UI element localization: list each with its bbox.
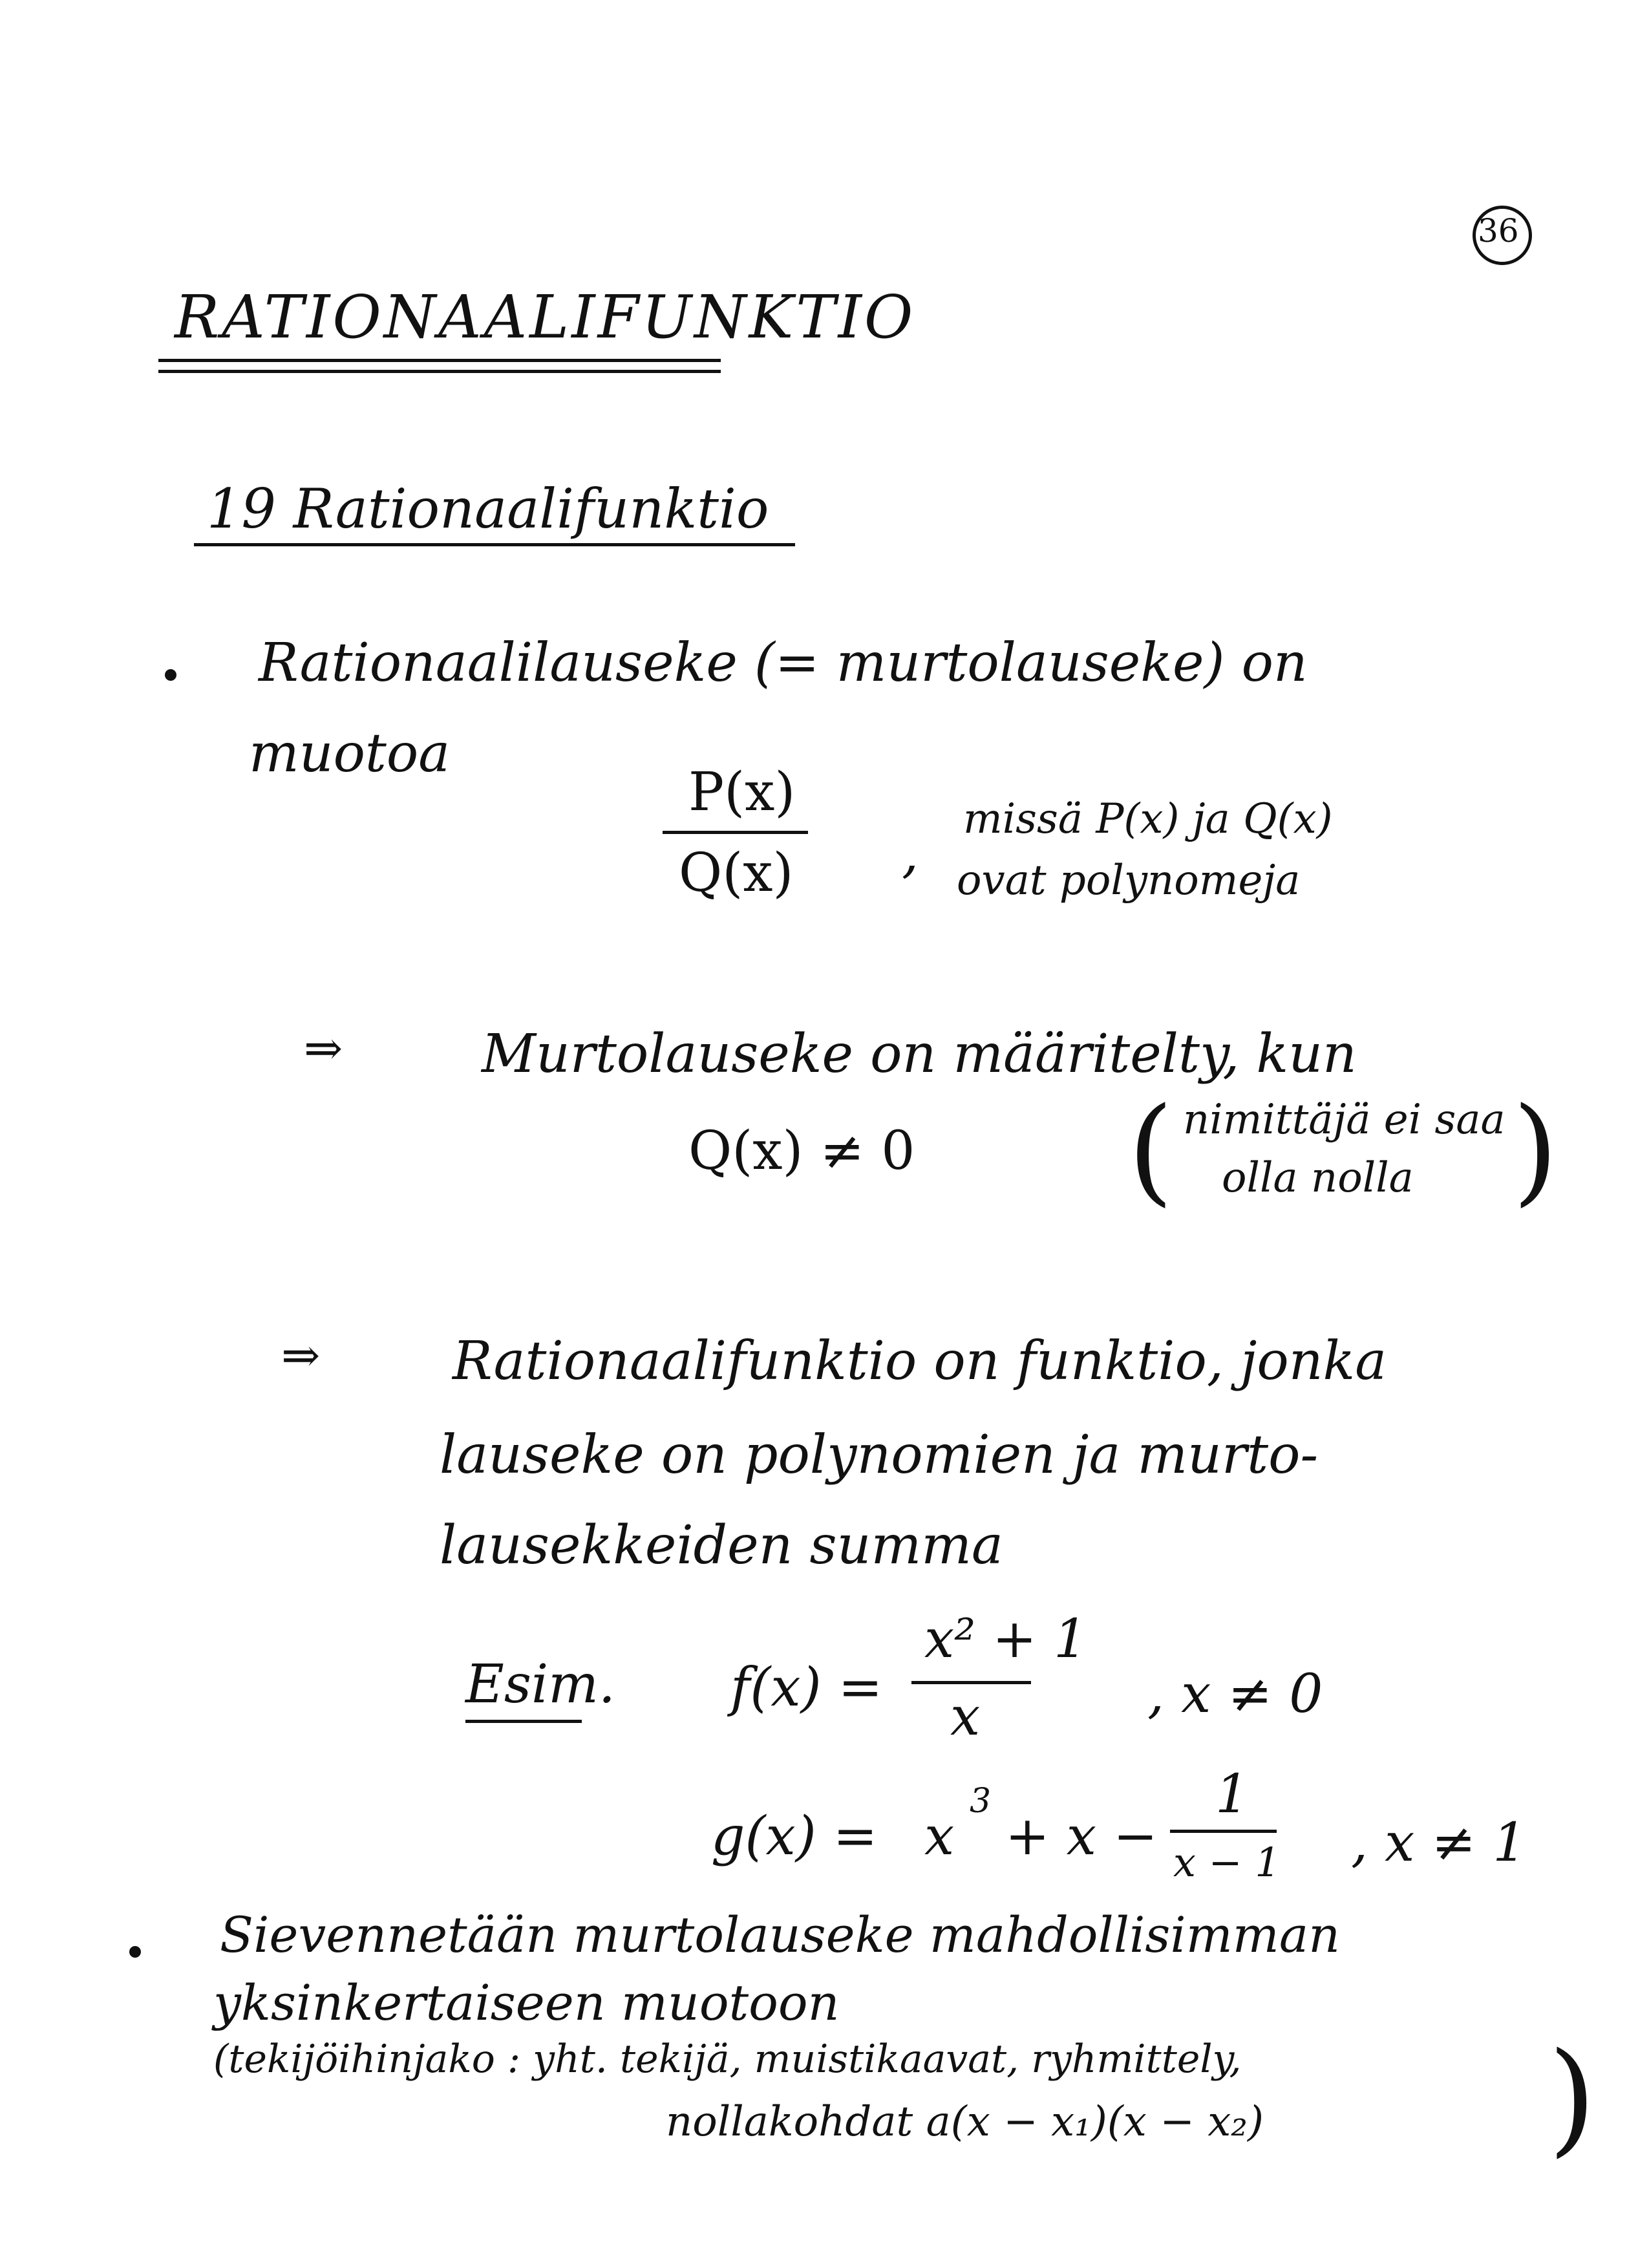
polynomials-note-line2: ovat polynomeja xyxy=(957,857,1301,904)
implies-arrow-2: ⇒ xyxy=(281,1328,321,1382)
section-heading: 19 Rationaalifunktio xyxy=(207,477,769,540)
section-underline xyxy=(194,543,795,546)
bullet-1 xyxy=(165,669,176,681)
g-middle-terms: + x − xyxy=(1005,1806,1158,1867)
example-underline xyxy=(465,1720,582,1723)
rational-expression-definition: Rationaalilauseke (= murtolauseke) on xyxy=(259,632,1308,694)
note-paren-open: ( xyxy=(1128,1083,1174,1218)
denominator-note-line1: nimittäjä ei saa xyxy=(1183,1096,1505,1144)
f-fraction-bar xyxy=(911,1681,1031,1684)
denominator-condition: Q(x) ≠ 0 xyxy=(688,1120,915,1182)
g-condition: , x ≠ 1 xyxy=(1351,1812,1527,1874)
defined-when-text: Murtolauseke on määritelty, kun xyxy=(482,1023,1357,1085)
page-number: 36 xyxy=(1478,212,1519,250)
fraction-bar-1 xyxy=(663,831,808,834)
fraction-denominator-Q: Q(x) xyxy=(679,842,794,904)
g-numerator: 1 xyxy=(1215,1764,1250,1825)
fraction-numerator-P: P(x) xyxy=(688,762,796,823)
factorization-line1: (tekijöihinjako : yht. tekijä, muistikaavat, ryhmittely, xyxy=(213,2037,1242,2082)
implies-arrow-1: ⇒ xyxy=(304,1021,343,1075)
f-condition: , x ≠ 0 xyxy=(1147,1664,1323,1725)
simplify-line2: yksinkertaiseen muotoon xyxy=(213,1974,840,2031)
rational-function-definition-line1: Rationaalifunktio on funktio, jonka xyxy=(452,1331,1387,1392)
title-underline-2 xyxy=(158,370,721,373)
g-x-cubed-exponent: 3 xyxy=(970,1782,992,1821)
note-paren-close: ) xyxy=(1513,1083,1559,1218)
example-label: Esim. xyxy=(465,1654,615,1715)
title-underline-1 xyxy=(158,359,721,362)
rational-function-definition-line3: lausekkeiden summa xyxy=(440,1515,1003,1576)
factorization-paren-close: ) xyxy=(1548,2026,1597,2169)
rational-function-definition-line2: lauseke on polynomien ja murto- xyxy=(440,1424,1319,1486)
polynomials-note-line1: missä P(x) ja Q(x) xyxy=(963,795,1333,843)
factorization-line2: nollakohdat a(x − x₁)(x − x₂) xyxy=(666,2098,1264,2146)
denominator-note-line2: olla nolla xyxy=(1222,1154,1414,1202)
simplify-line1: Sievennetään murtolauseke mahdollisimman xyxy=(220,1906,1341,1963)
fraction-comma: , xyxy=(902,823,919,884)
g-lhs: g(x) = xyxy=(711,1806,878,1867)
form-label: muotoa xyxy=(249,723,451,784)
f-numerator: x² + 1 xyxy=(924,1609,1088,1670)
g-x-cubed-base: x xyxy=(924,1806,955,1867)
g-denominator: x − 1 xyxy=(1173,1839,1281,1886)
f-denominator: x xyxy=(950,1686,981,1748)
g-fraction-bar xyxy=(1170,1830,1277,1833)
f-lhs: f(x) = xyxy=(730,1657,883,1718)
page-title: RATIONAALIFUNKTIO xyxy=(175,283,916,352)
bullet-2 xyxy=(129,1946,141,1958)
